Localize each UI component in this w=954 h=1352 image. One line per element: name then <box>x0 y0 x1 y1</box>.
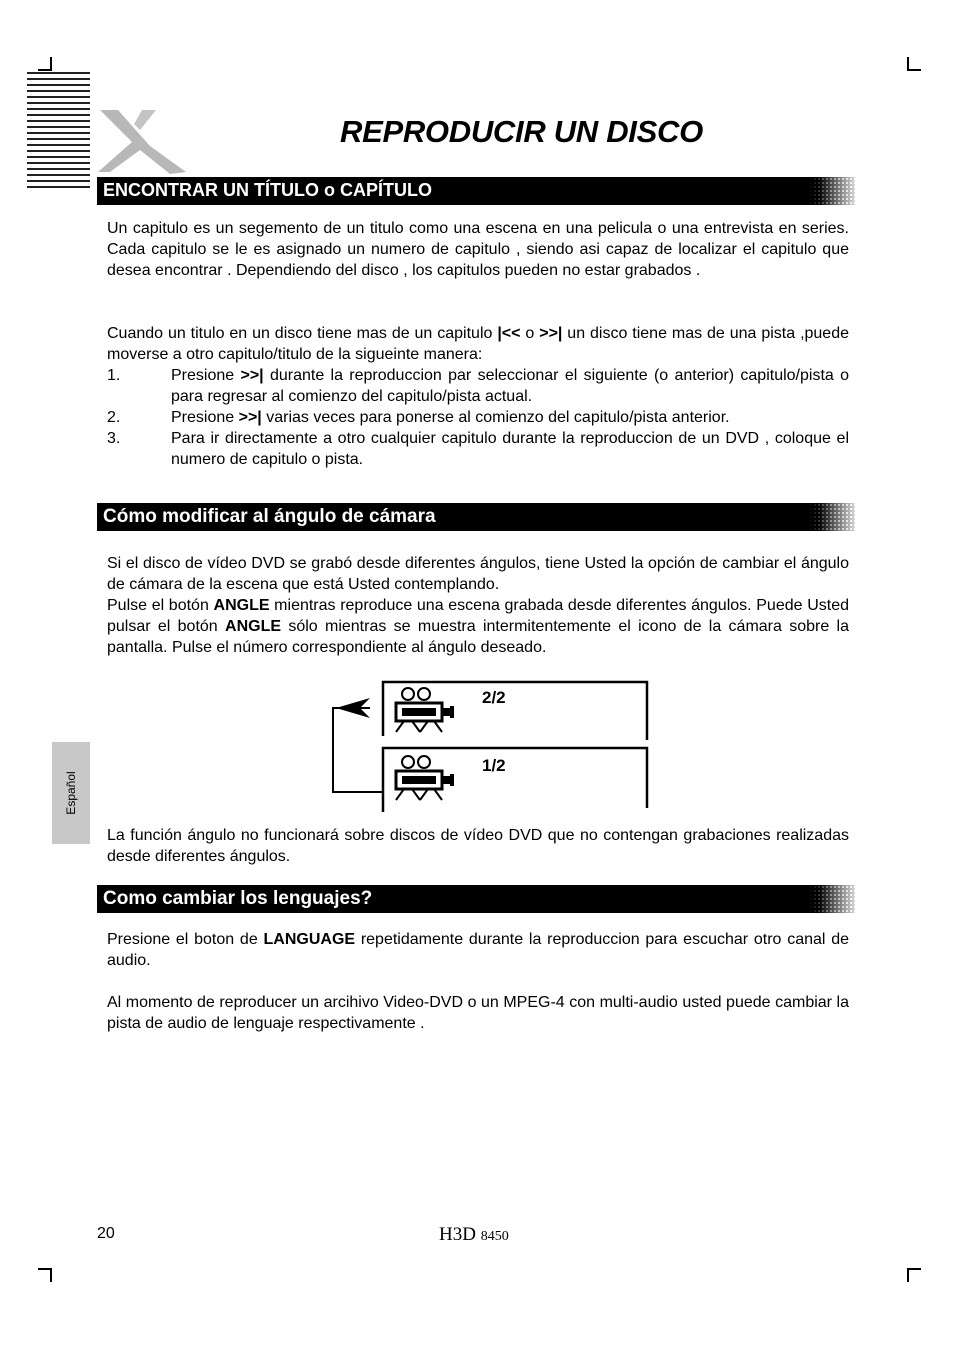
header-stripes <box>27 72 90 192</box>
section-heading-camera-angle <box>97 503 855 531</box>
section-heading-languages <box>97 885 855 913</box>
angle-instructions: Pulse el botón ANGLE mientras reproduce una escena grabada desde diferentes ángulos. Puede Usted pulsar el botón ANGLE sólo mientras se muestra intermitentemente el icono de la cámara sobre la pantalla. Pulse el número correspondiente al ángulo deseado. <box>107 597 850 656</box>
language-note: Al momento de reproducer un arcihivo Video-DVD o un MPEG-4 con multi-audio usted puede cambiar la pista de audio de lenguaje respectivamente . <box>107 994 849 1032</box>
crop-mark <box>907 1268 921 1270</box>
angle-note: La función ángulo no funcionará sobre discos de vídeo DVD que no contengan grabaciones realizadas desde diferentes ángulos. <box>107 827 849 865</box>
language-side-tab <box>52 742 90 844</box>
section-heading-label: Cómo modificar al ángulo de cámara <box>103 506 436 527</box>
section-heading-find-title <box>97 177 855 205</box>
side-tab-label: Español <box>64 771 78 815</box>
angle-diagram <box>330 678 652 812</box>
crop-mark <box>38 69 52 71</box>
section-heading-label: Como cambiar los lenguajes? <box>103 888 373 909</box>
chapter-intro: Un capitulo es un segemento de un titulo como una escena en una pelicula o una entrevista en series. Cada capitulo se le es asignado un numero de capitulo , siendo asi capaz de localizar el capitulo que desea encontrar . Dependiendo del disco , los capitulos pueden no estar grabados . <box>107 220 849 279</box>
angle-label-bottom: 1/2 <box>482 756 506 775</box>
crop-mark <box>50 1268 52 1282</box>
brand-logo <box>96 106 196 176</box>
angle-description: Si el disco de vídeo DVD se grabó desde diferentes ángulos, tiene Usted la opción de cambiar el ángulo de cámara de la escena que está Usted contemplando. <box>107 555 849 593</box>
model-number: 8450 <box>480 1229 509 1244</box>
model-prefix: H3D <box>439 1224 476 1245</box>
page-number: 20 <box>97 1225 115 1242</box>
crop-mark <box>907 69 921 71</box>
camera-icon <box>396 688 454 732</box>
camera-icon <box>396 756 454 800</box>
page-title: REPRODUCIR UN DISCO <box>340 114 703 149</box>
section-heading-label: ENCONTRAR UN TÍTULO o CAPÍTULO <box>103 180 432 200</box>
chapter-lead: Cuando un titulo en un disco tiene mas de un capitulo |<< o >>| un disco tiene mas de una pista ,puede moverse a otro capitulo/titulo de la sigueinte manera: <box>107 325 849 363</box>
model-name <box>439 1224 509 1246</box>
crop-mark <box>907 1268 909 1282</box>
language-instructions: Presione el boton de LANGUAGE repetidamente durante la reproduccion para escuchar otro canal de audio. <box>107 931 850 969</box>
arrow-icon <box>333 708 382 792</box>
angle-label-top: 2/2 <box>482 688 506 707</box>
